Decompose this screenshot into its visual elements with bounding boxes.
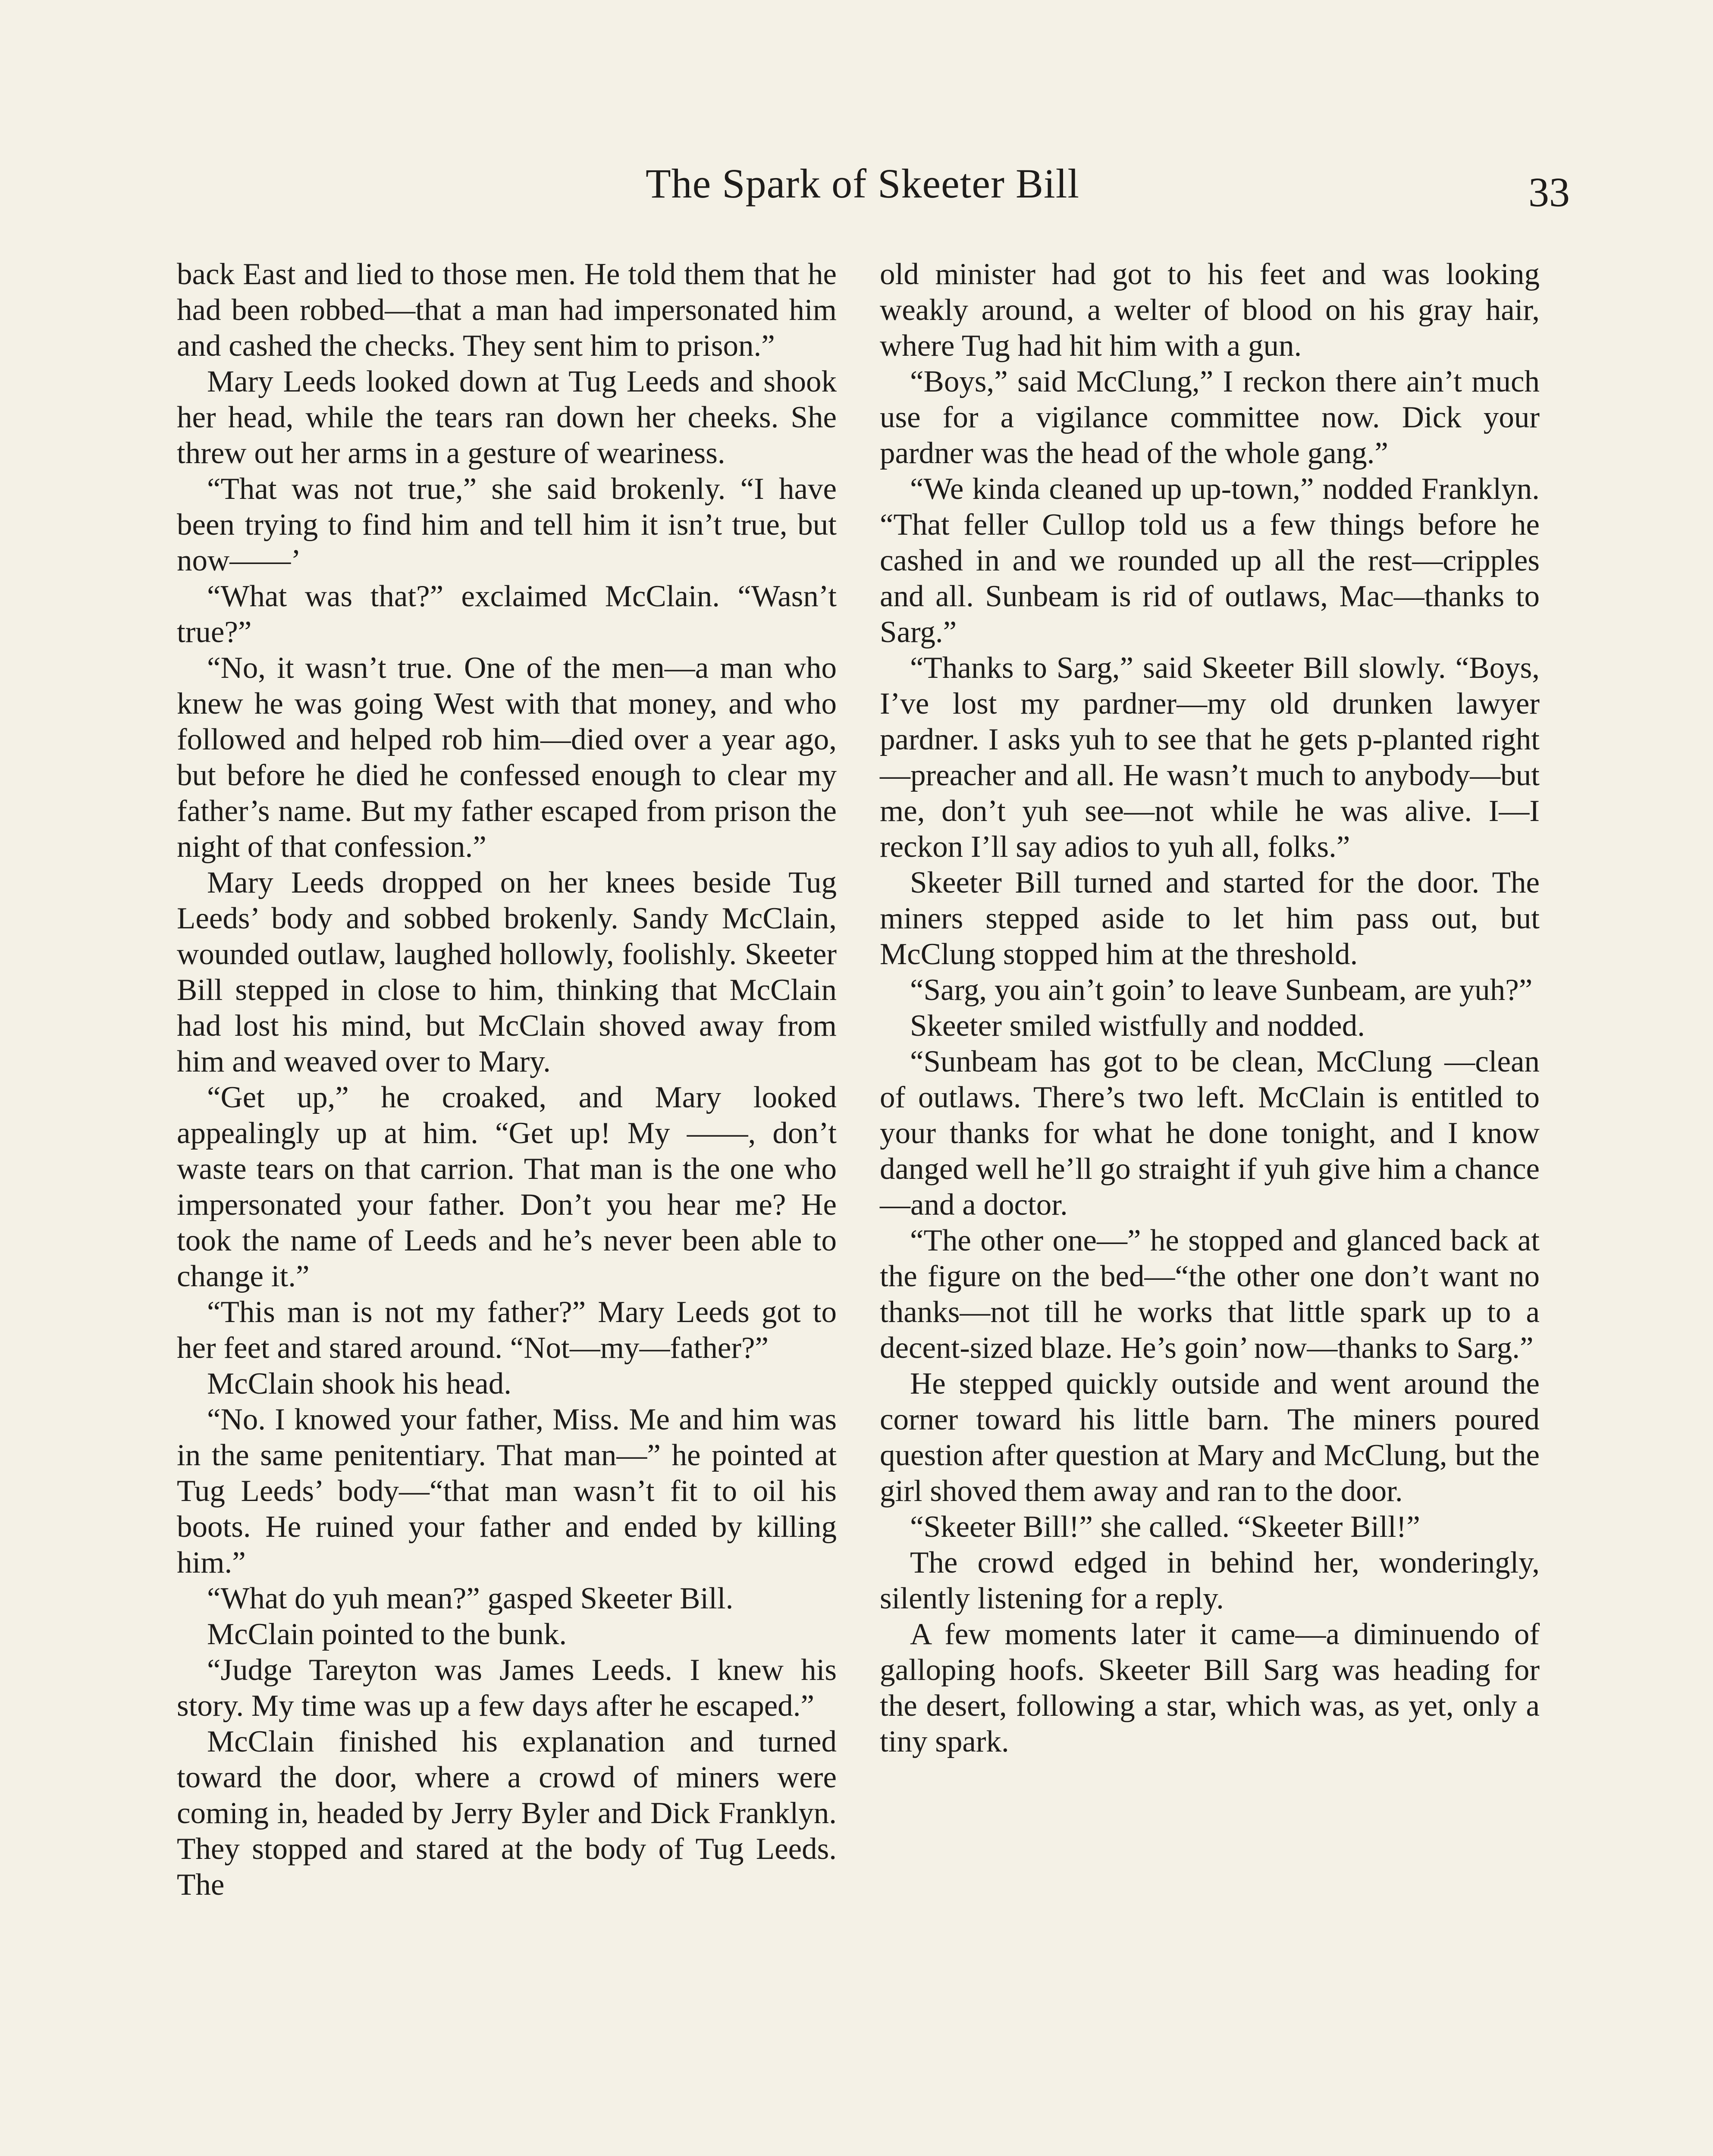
paragraph: “Skeeter Bill!” she called. “Skeeter Bill!”: [910, 1510, 1420, 1544]
running-header: [173, 160, 1570, 233]
paragraph: “No, it wasn’t true. One of the men—a man who knew he was going West with that money, and who followed and helped rob him—died over a year ago, but before he died he confessed enough to clear my father’s name. But my father escaped from prison the night of that confession.”: [177, 651, 837, 864]
paragraph: “No. I knowed your father, Miss. Me and him was in the same penitentiary. That man—” he pointed at Tug Leeds’ body—“that man wasn’t fit to oil his boots. He ruined your father and ended by killing him.”: [177, 1403, 837, 1579]
paragraph: McClain pointed to the bunk.: [207, 1617, 567, 1651]
paragraph: He stepped quickly outside and went around the corner toward his little barn. The miners poured question after question at Mary and McClung, but the girl shoved them away and ran to the door.: [880, 1367, 1540, 1508]
paragraph: “The other one—” he stopped and glanced back at the figure on the bed—“the other one don’t want no thanks—not till he works that little spark up to a decent-sized blaze. He’s goin’ now—thanks to Sarg.”: [880, 1224, 1540, 1365]
running-title: The Spark of Skeeter Bill: [645, 160, 1080, 207]
paragraph: McClain shook his head.: [207, 1367, 511, 1401]
paragraph: Skeeter smiled wistfully and nodded.: [910, 1009, 1365, 1043]
paragraph: McClain finished his explanation and turned toward the door, where a crowd of miners were coming in, headed by Jerry Byler and Dick Franklyn. They stopped and stared at the body of Tug Leeds. The: [177, 1725, 837, 1902]
paragraph: The crowd edged in behind her, wonderingly, silently listening for a reply.: [880, 1546, 1540, 1615]
right-column: [880, 257, 1540, 1760]
paragraph: old minister had got to his feet and was looking weakly around, a welter of blood on his gray hair, where Tug had hit him with a gun.: [880, 257, 1540, 363]
page-number: 33: [1528, 169, 1570, 215]
left-column: [177, 257, 837, 1903]
paragraph: Skeeter Bill turned and started for the door. The miners stepped aside to let him pass out, but McClung stopped him at the threshold.: [880, 866, 1540, 971]
paragraph: A few moments later it came—a diminuendo of galloping hoofs. Skeeter Bill Sarg was heading for the desert, following a star, which was, as yet, only a tiny spark.: [880, 1617, 1540, 1758]
paragraph: “Boys,” said McClung,” I reckon there ain’t much use for a vigilance committee now. Dick your pardner was the head of the whole gang.”: [880, 365, 1540, 470]
paragraph: Mary Leeds dropped on her knees beside Tug Leeds’ body and sobbed brokenly. Sandy McClain, wounded outlaw, laughed hollowly, foolishly. Skeeter Bill stepped in close to him, thinking that McClain had lost his mind, but McClain shoved away from him and weaved over to Mary.: [177, 866, 837, 1078]
paragraph: “Sunbeam has got to be clean, McClung —clean of outlaws. There’s two left. McClain is entitled to your thanks for what he done tonight, and I know danged well he’ll go straight if yuh give him a chance—and a doctor.: [880, 1045, 1540, 1222]
paragraph: back East and lied to those men. He told them that he had been robbed—that a man had impersonated him and cashed the checks. They sent him to prison.”: [177, 257, 837, 363]
paragraph: “Judge Tareyton was James Leeds. I knew his story. My time was up a few days after he escaped.”: [177, 1653, 837, 1723]
paragraph: “Get up,” he croaked, and Mary looked appealingly up at him. “Get up! My ——, don’t waste tears on that carrion. That man is the one who impersonated your father. Don’t you hear me? He took the name of Leeds and he’s never been able to change it.”: [177, 1081, 837, 1293]
paragraph: “That was not true,” she said brokenly. “I have been trying to find him and tell him it isn’t true, but now——’: [177, 472, 837, 577]
paragraph: Mary Leeds looked down at Tug Leeds and shook her head, while the tears ran down her cheeks. She threw out her arms in a gesture of weariness.: [177, 365, 837, 470]
paragraph: “Sarg, you ain’t goin’ to leave Sunbeam, are yuh?”: [910, 973, 1533, 1007]
paragraph: “This man is not my father?” Mary Leeds got to her feet and stared around. “Not—my—father?”: [177, 1295, 837, 1365]
paragraph: “What was that?” exclaimed McClain. “Wasn’t true?”: [177, 580, 837, 649]
paragraph: “What do yuh mean?” gasped Skeeter Bill.: [207, 1582, 734, 1615]
paragraph: “Thanks to Sarg,” said Skeeter Bill slowly. “Boys, I’ve lost my pardner—my old drunken lawyer pardner. I asks yuh to see that he gets p-planted right—preacher and all. He wasn’t much to anybody—but me, don’t yuh see—not while he was alive. I—I reckon I’ll say adios to yuh all, folks.”: [880, 651, 1540, 864]
paragraph: “We kinda cleaned up up-town,” nodded Franklyn. “That feller Cullop told us a few things before he cashed in and we rounded up all the rest—cripples and all. Sunbeam is rid of outlaws, Mac—thanks to Sarg.”: [880, 472, 1540, 649]
